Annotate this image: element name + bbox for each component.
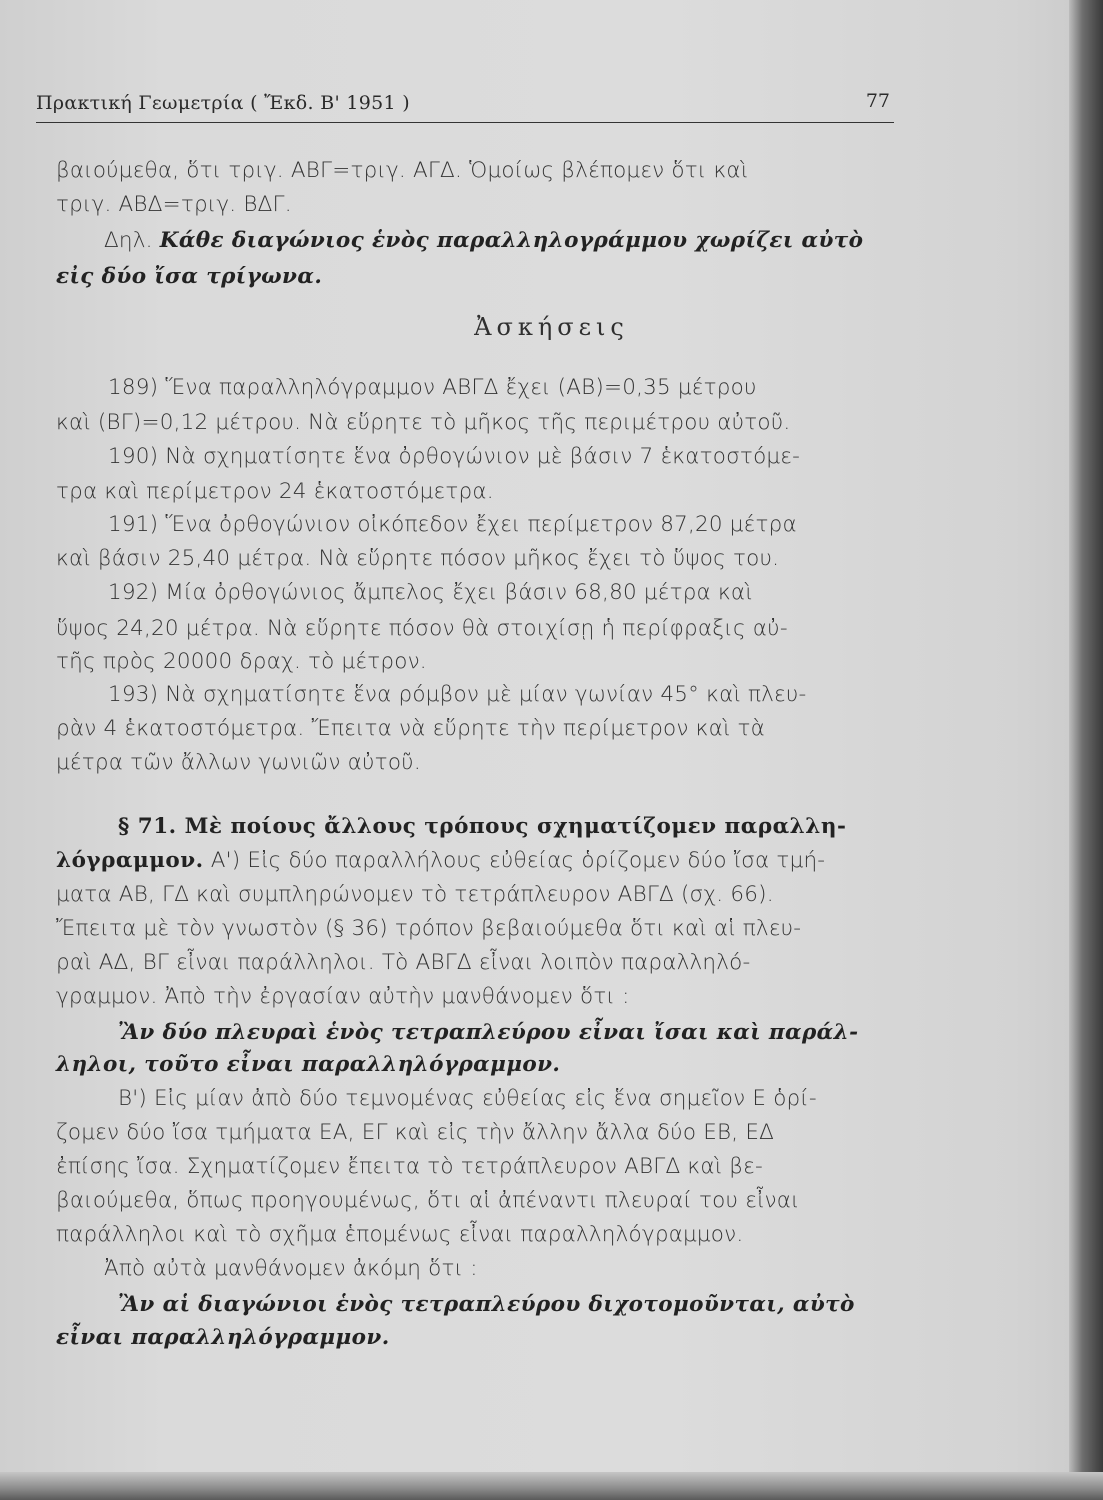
rule-1-text: Ἂν δύο πλευραὶ ἑνὸς τετραπλεύρου εἶναι ἴσαι καὶ παράλ- (118, 1020, 859, 1045)
exercise-line: καὶ (ΒΓ)=0,12 μέτρου. Νὰ εὕρητε τὸ μῆκος τῆς περιμέτρου αὐτοῦ. (56, 410, 791, 435)
section-line: ματα ΑΒ, ΓΔ καὶ συμπληρώνομεν τὸ τετράπλευρον ΑΒΓΔ (σχ. 66). (56, 882, 774, 907)
intro-line-3 (104, 226, 944, 256)
exercise-line: καὶ βάσιν 25,40 μέτρα. Νὰ εὕρητε πόσον μῆκος ἔχει τὸ ὕψος του. (56, 546, 780, 571)
rule-2-text: Ἂν αἱ διαγώνιοι ἑνὸς τετραπλεύρου διχοτομοῦνται, αὐτὸ (118, 1292, 855, 1317)
exercise-line: 193) Νὰ σχηματίσητε ἕνα ρόμβον μὲ μίαν γωνίαν 45° καὶ πλευ- (108, 682, 807, 707)
exercise-line: ὕψος 24,20 μέτρα. Νὰ εὕρητε πόσον θὰ στοιχίσῃ ἡ περίφραξις αὐ- (56, 616, 788, 641)
intro-line-2: τριγ. ΑΒΔ=τριγ. ΒΔΓ. (56, 192, 292, 217)
section-title (118, 812, 958, 842)
section-text: Α') Εἰς δύο παραλλήλους εὐθείας ὁρίζομεν δύο ἴσα τμή- (203, 848, 826, 873)
rule-line (56, 1323, 896, 1353)
exercise-line: 190) Νὰ σχηματίσητε ἕνα ὀρθογώνιον μὲ βάσιν 7 ἑκατοστόμε- (108, 444, 801, 469)
section-heading-cont: λόγραμμον. (56, 848, 204, 873)
section-line: Ἔπειτα μὲ τὸν γνωστὸν (§ 36) τρόπον βεβαιούμεθα ὅτι καὶ αἱ πλευ- (56, 916, 802, 941)
exercise-line: τρα καὶ περίμετρον 24 ἑκατοστόμετρα. (56, 479, 494, 504)
rule-2-text-cont: εἶναι παραλληλόγραμμον. (56, 1325, 390, 1350)
intro-line-1: βαιούμεθα, ὅτι τριγ. ΑΒΓ=τριγ. ΑΓΔ. Ὁμοίως βλέπομεν ὅτι καὶ (56, 158, 749, 183)
intro-line-4 (56, 262, 896, 292)
rule-line (118, 1290, 958, 1320)
page-bottom-shadow (0, 1472, 1103, 1500)
section-line: ζομεν δύο ἴσα τμήματα ΕΑ, ΕΓ καὶ εἰς τὴν ἄλλην ἄλλα δύο ΕΒ, ΕΔ (56, 1120, 775, 1145)
rule-1-text-cont: ληλοι, τοῦτο εἶναι παραλληλόγραμμον. (56, 1052, 561, 1077)
rule-line (56, 1050, 896, 1080)
section-line: γραμμον. Ἀπὸ τὴν ἐργασίαν αὐτὴν μανθάνομεν ὅτι : (56, 984, 630, 1009)
theorem-text-cont: εἰς δύο ἴσα τρίγωνα. (56, 264, 323, 289)
exercise-line: ρὰν 4 ἑκατοστόμετρα. Ἔπειτα νὰ εὕρητε τὴν περίμετρον καὶ τὰ (56, 716, 766, 741)
header-title: Πρακτική Γεωμετρία ( Ἔκδ. Β' 1951 ) (36, 92, 410, 114)
section-line: ἐπίσης ἴσα. Σχηματίζομεν ἔπειτα τὸ τετράπλευρον ΑΒΓΔ καὶ βε- (56, 1154, 763, 1179)
exercise-line: 191) Ἕνα ὀρθογώνιον οἰκόπεδον ἔχει περίμετρον 87,20 μέτρα (108, 512, 797, 537)
exercises-heading: Ἀσκήσεις (474, 313, 629, 341)
section-line: παράλληλοι καὶ τὸ σχῆμα ἑπομένως εἶναι παραλληλόγραμμον. (56, 1222, 744, 1247)
section-line (56, 846, 896, 876)
section-heading: § 71. Μὲ ποίους ἄλλους τρόπους σχηματίζομεν παραλλη- (118, 814, 847, 839)
page-edge-shadow (1069, 0, 1103, 1500)
theorem-text: Κάθε διαγώνιος ἑνὸς παραλληλογράμμου χωρίζει αὐτὸ (159, 228, 864, 253)
exercise-line: μέτρα τῶν ἄλλων γωνιῶν αὐτοῦ. (56, 750, 421, 775)
section-line: Ἀπὸ αὐτὰ μανθάνομεν ἀκόμη ὅτι : (104, 1256, 478, 1281)
exercise-line: 189) Ἕνα παραλληλόγραμμον ΑΒΓΔ ἔχει (ΑΒ)=0,35 μέτρου (108, 375, 757, 400)
section-line: Β') Εἰς μίαν ἀπὸ δύο τεμνομένας εὐθείας εἰς ἕνα σημεῖον Ε ὁρί- (118, 1086, 817, 1111)
exercise-line: τῆς πρὸς 20000 δραχ. τὸ μέτρον. (56, 649, 427, 674)
page-number: 77 (865, 90, 890, 112)
section-line: βαιούμεθα, ὅπως προηγουμένως, ὅτι αἱ ἀπέναντι πλευραί του εἶναι (56, 1188, 800, 1213)
running-header (36, 88, 894, 123)
section-line: ραὶ ΑΔ, ΒΓ εἶναι παράλληλοι. Τὸ ΑΒΓΔ εἶναι λοιπὸν παραλληλό- (56, 950, 751, 975)
exercise-line: 192) Μία ὀρθογώνιος ἄμπελος ἔχει βάσιν 68,80 μέτρα καὶ (108, 580, 753, 605)
rule-line (118, 1018, 958, 1048)
intro-prefix: Δηλ. (104, 228, 160, 253)
